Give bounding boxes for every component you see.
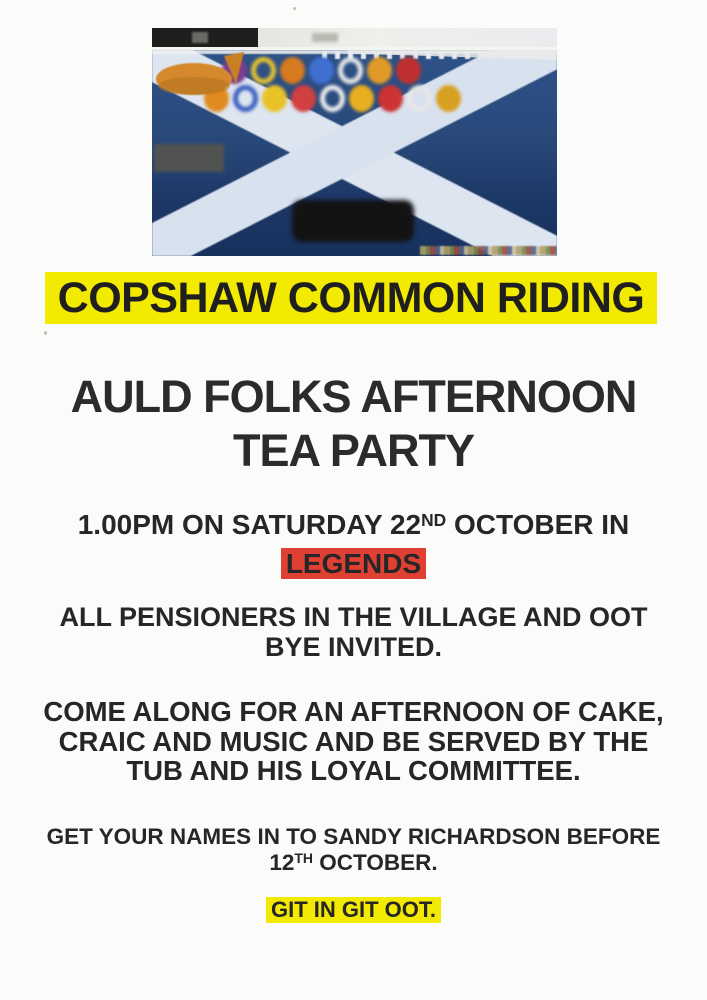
invite-line1: ALL PENSIONERS IN THE VILLAGE AND OOT — [59, 602, 648, 632]
description-line3: TUB AND HIS LOYAL COMMITTEE. — [126, 755, 581, 786]
bunting-blob — [436, 85, 461, 112]
footer-slogan-highlight — [266, 897, 441, 923]
bunting-blob — [320, 85, 345, 112]
goldfish-icon — [152, 50, 247, 102]
scan-speck — [44, 331, 47, 335]
rsvp-date-suffix: OCTOBER. — [313, 849, 438, 875]
saltire-flag-photo — [152, 28, 557, 256]
rsvp-text — [0, 824, 707, 878]
rsvp-date-ordinal: TH — [294, 850, 313, 867]
bunting-letters-row1 — [222, 57, 421, 84]
event-venue: LEGENDS — [285, 548, 422, 579]
bunting-blob — [291, 85, 316, 112]
bunting-tick — [426, 51, 431, 59]
description-text — [0, 697, 707, 786]
footer-slogan-label: GIT IN GIT OOT. — [271, 897, 436, 922]
event-venue-highlight — [281, 548, 426, 579]
bunting-tick — [504, 51, 509, 59]
page-title-line2: TEA PARTY — [232, 425, 474, 476]
description-line1: COME ALONG FOR AN AFTERNOON OF CAKE, — [43, 696, 664, 727]
footer-slogan — [0, 897, 707, 923]
event-datetime — [0, 507, 707, 581]
bunting-blob — [280, 57, 305, 84]
invite-text — [0, 602, 707, 662]
bunting-blob — [262, 85, 287, 112]
rsvp-line2 — [0, 850, 707, 879]
bunting-tick — [465, 51, 470, 59]
bunting-blob — [378, 85, 403, 112]
bunting-blob — [338, 57, 363, 84]
photo-light-strip-smudge — [312, 33, 338, 42]
event-date-prefix: 1.00PM ON SATURDAY 22 — [77, 509, 422, 540]
rsvp-date-prefix: 12 — [269, 849, 295, 875]
invite-line2: BYE INVITED. — [264, 632, 443, 662]
rsvp-line1: GET YOUR NAMES IN TO SANDY RICHARDSON BEFORE — [46, 824, 661, 849]
title-banner — [45, 272, 657, 324]
bunting-tick — [478, 51, 483, 59]
event-date-suffix: OCTOBER IN — [446, 509, 630, 540]
bunting-tick — [491, 51, 496, 59]
description-line2: CRAIC AND MUSIC AND BE SERVED BY THE — [58, 725, 649, 757]
saltire-flag — [152, 50, 557, 256]
bunting-blob — [309, 57, 334, 84]
event-date-ordinal: ND — [421, 510, 447, 531]
bunting-blob — [349, 85, 374, 112]
title-banner-label: COPSHAW COMMON RIDING — [57, 274, 645, 322]
photo-gray-patch — [154, 144, 224, 172]
bunting-blob — [407, 85, 432, 112]
bunting-blob — [251, 57, 276, 84]
bunting-blob — [396, 57, 421, 84]
photo-light-strip — [258, 28, 557, 47]
photo-dark-strip-spot — [192, 32, 208, 43]
photo-bottom-color-strip — [420, 246, 557, 255]
scan-speck — [293, 7, 296, 10]
bunting-tick — [452, 51, 457, 59]
bunting-tick — [517, 51, 522, 59]
page-title — [0, 370, 707, 478]
photo-dark-blob — [292, 200, 414, 242]
bunting-tick — [439, 51, 444, 59]
bunting-blob — [367, 57, 392, 84]
page-title-line1: AULD FOLKS AFTERNOON — [70, 371, 637, 422]
